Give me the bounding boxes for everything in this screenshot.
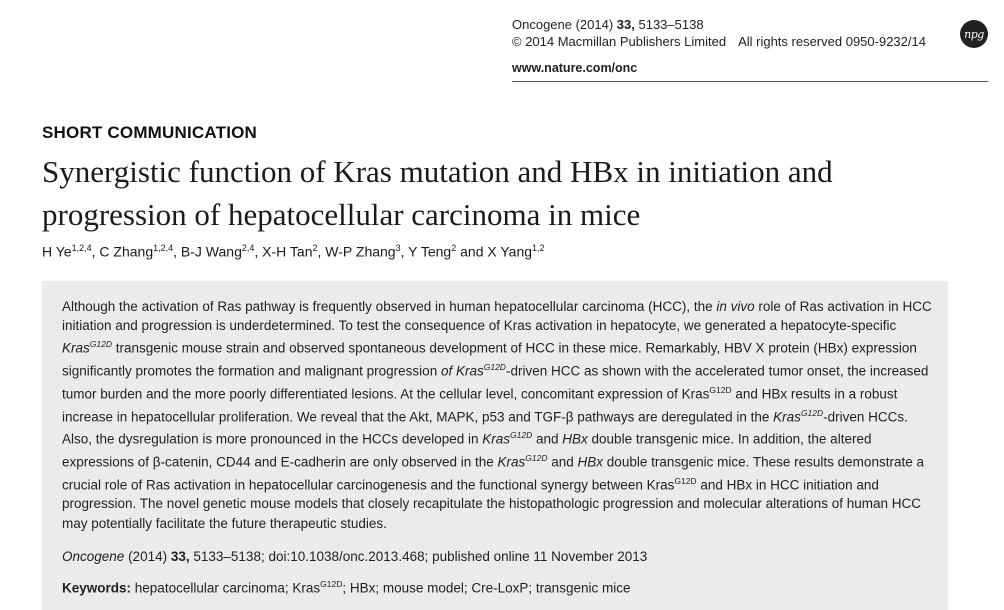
keywords-label: Keywords: [62,580,132,596]
journal-header [512,16,926,77]
author-affiliation: 1,2,4 [153,243,174,253]
copyright-line: © 2014 Macmillan Publishers Limited All rights reserved 0950-9232/14 [512,34,926,49]
journal-citation-line: Oncogene (2014) 33, 5133–5138 [512,17,704,32]
author-affiliation: 1,2,4 [71,243,92,253]
author-affiliation: 2 [451,243,457,253]
section-label: SHORT COMMUNICATION [42,123,258,142]
author-list: H Ye$^{1,2,4}$, C Zhang$^{1,2,4}$, B-J Wang$^{2,4}$, X-H Tan$^2$, W-P Zhang$^3$, Y Teng$^2$ and X Yang$^{1,2}$ [42,243,545,260]
author: H Ye [42,243,72,260]
header-divider [512,81,988,82]
journal-url[interactable]: www.nature.com/onc [512,61,638,75]
author: W-P Zhang [325,243,396,260]
article-title: Synergistic function of Kras mutation and HBx in initiation and progression of hepatocellular carcinoma in mice [42,154,833,232]
abstract-text: Although the activation of Ras pathway is frequently observed in human hepatocellular carcinoma (HCC), the in vivo role of Ras activation in HCC initiation and progression is underdetermined. To test the consequence of Kras activation in hepatocyte, we generated a hepatocyte-specific Kras$^{G12D}$ transgenic mouse strain and observed spontaneous development of HCC in these mice. Remarkably, HBV X protein (HBx) expression significantly promotes the formation and malignant progression of Kras$^{G12D}$-driven HCC as shown with the accelerated tumor onset, the increased tumor burden and the more poorly differentiated lesions. At the cellular level, concomitant expression of Kras$^{G12D}$ and HBx results in a robust increase in hepatocellular proliferation. We reveal that the Akt, MAPK, p53 and TGF-β pathways are deregulated in the Kras$^{G12D}$-driven HCCs. Also, the dysregulation is more pronounced in the HCCs developed in Kras$^{G12D}$ and HBx double transgenic mice. In addition, the altered expressions of β-catenin, CD44 and E-cadherin are only observed in the Kras$^{G12D}$ and HBx double transgenic mice. These results demonstrate a crucial role of Ras activation in hepatocellular carcinogenesis and the functional synergy between Kras$^{G12D}$ and HBx in HCC initiation and progression. The novel genetic mouse models that closely recapitulate the histopathologic progression and molecular alterations of human HCC may potentially facilitate the future therapeutic studies. [62,299,932,531]
author-affiliation: 2 [312,243,318,253]
author: X-H Tan [262,243,313,260]
npg-logo: npg [960,20,988,48]
author-affiliation: 2,4 [241,243,255,253]
keywords: Keywords: hepatocellular carcinoma; Kras$^{G12D}$; HBx; mouse model; Cre-LoxP; transgenic mice [62,579,631,596]
author-affiliation: 1,2 [532,243,545,253]
author: B-J Wang [180,243,242,260]
author: Y Teng [408,243,452,260]
article-citation: Oncogene (2014) 33, 5133–5138; doi:10.1038/onc.2013.468; published online 11 November 2013 [62,549,648,564]
abstract-box [42,281,948,610]
author: C Zhang [99,243,154,260]
author-affiliation: 3 [395,243,401,253]
author: X Yang [487,243,533,260]
